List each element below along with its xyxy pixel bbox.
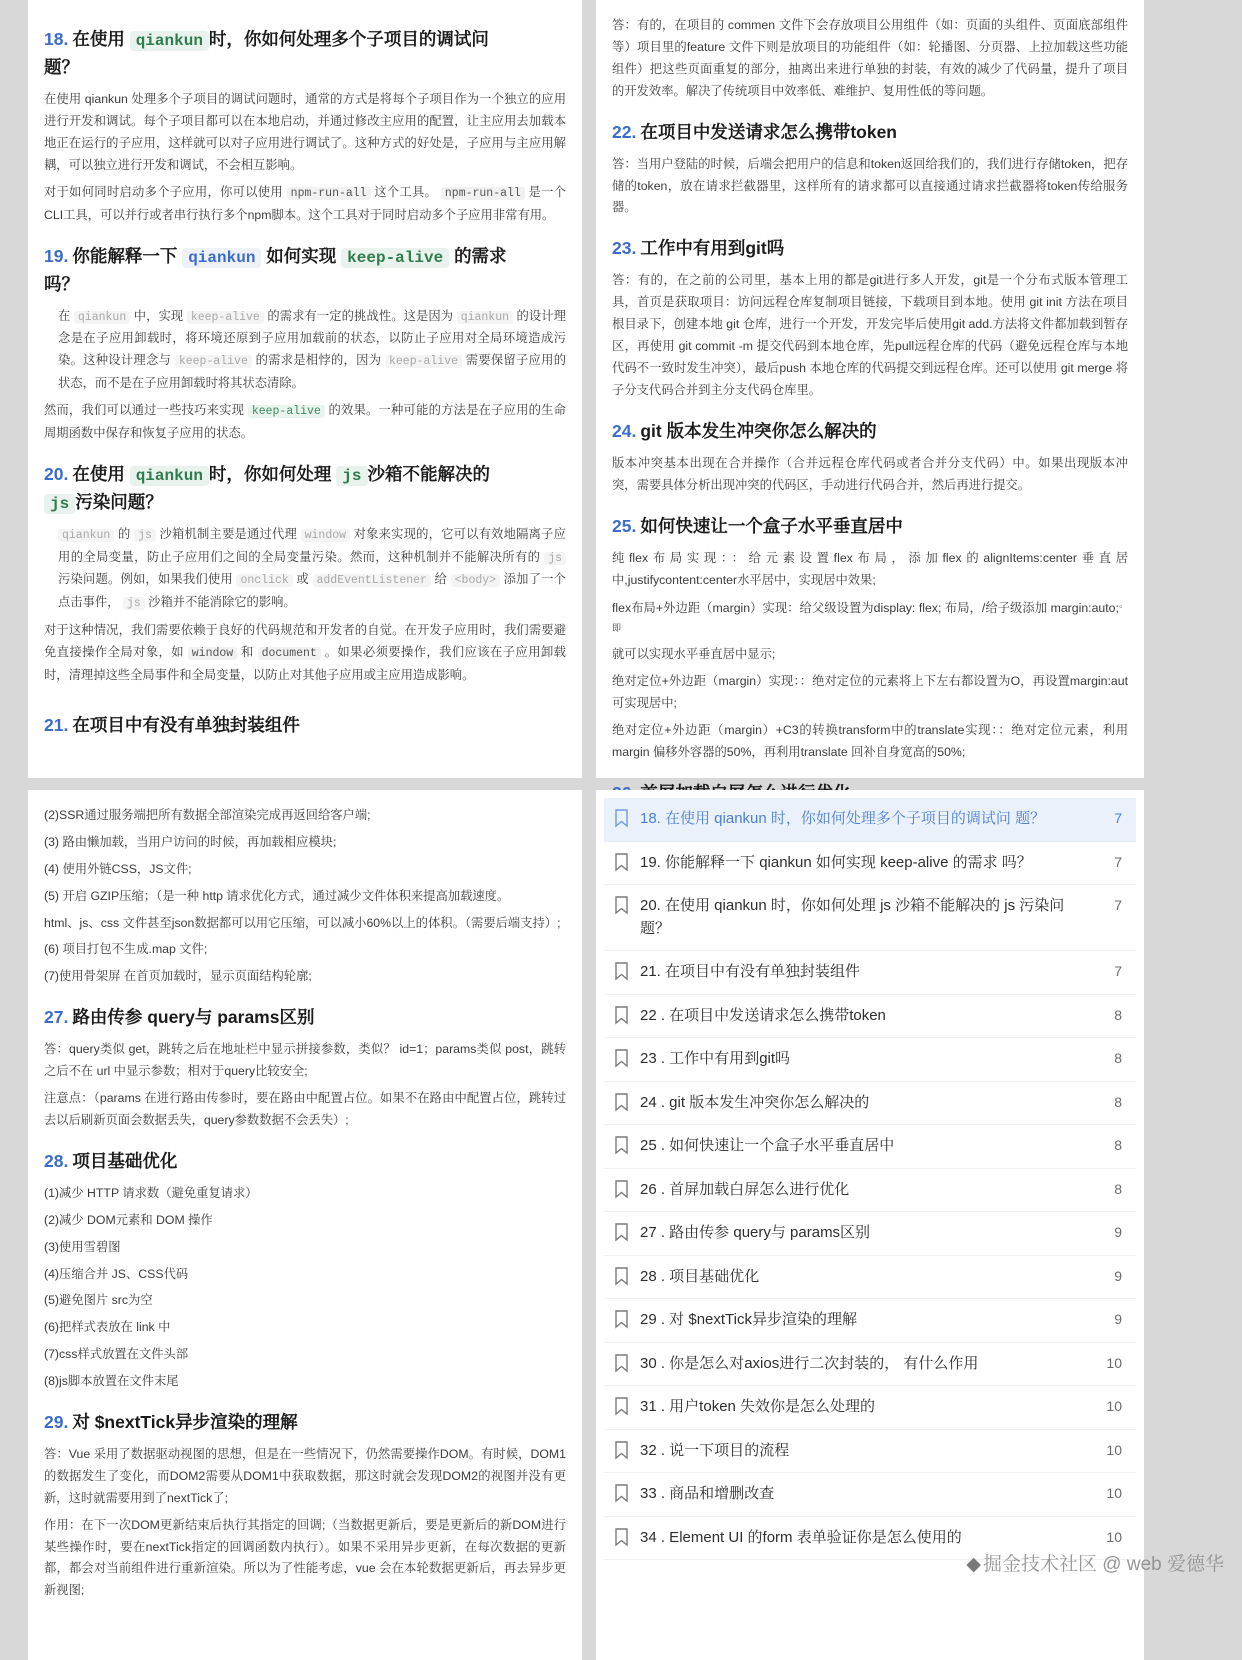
bookmark-icon	[614, 1354, 640, 1373]
text-run: 的	[117, 527, 131, 542]
heading-text: 在项目中有没有单独封装组件	[72, 715, 300, 736]
toc-row-label: 29 . 对 $nextTick异步渲染的理解	[640, 1311, 857, 1328]
question-number: 24.	[612, 420, 637, 441]
heading-text: 在项目中发送请求怎么携带token	[640, 121, 897, 142]
toc-row-page: 10	[1106, 1485, 1122, 1501]
question-number: 19.	[44, 245, 69, 266]
toc-row-label: 31 . 用户token 失效你是怎么处理的	[640, 1398, 876, 1415]
text-run: 污染问题。例如，如果我们使用	[58, 572, 233, 587]
inline-code: window	[188, 647, 237, 660]
question-number: 21.	[44, 715, 69, 736]
toc-row-page: 10	[1106, 1528, 1122, 1545]
toc-row[interactable]	[604, 842, 1136, 886]
text-run: 的效果。一种可能的方法是在子应用的生命周期函数中保存和恢复子应用的状态。	[44, 403, 566, 440]
paragraph: 在使用 qiankun 处理多个子项目的调试问题时，通常的方式是将每个子项目作为一个独立的应用进行开发和调试。每个子项目都可以在本地启动，并通过修改主应用的配置，让主应用去加载本地正在运行的子应用，这样就可以对子应用进行调试了。这种方式的好处是，子应用与主应用解耦，可以独立进行开发和调试，不会相互影响。	[44, 91, 566, 172]
toc-row-label: 24 . git 版本发生冲突你怎么解决的	[640, 1093, 870, 1111]
toc-row[interactable]	[604, 951, 1136, 995]
bookmark-icon	[614, 1310, 640, 1329]
bookmark-icon	[614, 1136, 640, 1155]
list-item: (2)减少 DOM元素和 DOM 操作	[44, 1212, 213, 1227]
toc-row[interactable]	[604, 1473, 1136, 1517]
paragraph: 答：有的，在之前的公司里，基本上用的都是git进行多人开发，git是一个分布式版本管理工具，首页是获取项目：访问远程仓库复制项目链接，下载项目到本地。使用 git init 方法在项目根目录下，创建本地 git 仓库，进行一个开发，开发完毕后使用git add.方法将文件都加载到暂存区，再使用 git commit -m 提交代码到本地仓库，先pull远程仓库的代码（避免远程仓库与本地代码不一致时发生冲突），最后push 本地仓库的代码提交到远程仓库。还可以使用 git merge 将子分支代码合并到主分支代码仓库里。	[612, 273, 1128, 397]
inline-code: document	[258, 647, 321, 660]
heading-text: 在使用	[72, 29, 125, 49]
toc-row-label: 27 . 路由传参 query与 params区别	[640, 1224, 871, 1241]
heading-text: 污染问题？	[75, 491, 163, 512]
paragraph: (4) 使用外链CSS，JS文件;	[44, 861, 192, 876]
toc-row[interactable]	[604, 1256, 1136, 1300]
bookmark-icon	[614, 1223, 640, 1242]
paragraph	[44, 620, 566, 686]
text-run: 或	[296, 572, 309, 587]
inline-code: npm-run-all	[441, 187, 525, 200]
toc-row-page: 7	[1114, 853, 1122, 870]
toc-row-page: 9	[1114, 1224, 1122, 1240]
text-run: 的需求有一定的挑战性。这是因为	[267, 308, 454, 323]
question-number: 29.	[44, 1411, 69, 1432]
paragraph	[44, 182, 566, 226]
question-heading-22	[612, 119, 1128, 146]
bookmark-icon	[614, 1006, 640, 1025]
heading-text: 如何实现	[266, 245, 337, 266]
text-run: 然而，我们可以通过一些技巧来实现	[44, 403, 245, 418]
paragraph: 答：当用户登陆的时候，后端会把用户的信息和token返回给我们的，我们进行存储token，把存储的token，放在请求拦截器里，这样所有的请求都可以直接通过请求拦截器将token传给服务器。	[612, 156, 1128, 215]
toc-row-page: 8	[1114, 1180, 1122, 1197]
text-run: 中，实现	[133, 308, 184, 323]
text-run: 。即	[612, 599, 1128, 634]
toc-row-page: 9	[1114, 1311, 1122, 1327]
text-run: 对象来实现的，它可以有效地隔离子应用的全局变量，防止子应用们之间的全局变量污染。然而，这种机制并不能解决所有的	[58, 527, 566, 564]
toc-row[interactable]	[604, 1299, 1136, 1343]
toc-row-page: 8	[1114, 1050, 1122, 1066]
paragraph: 作用：在下一次DOM更新结束后执行其指定的回调;（当数据更新后，要是更新后的新DOM进行某些操作时，要在nextTick指定的回调函数内执行）。如果不采用异步更新，在每次数据的更新都，都会对当前组件进行重新渲染。所以为了性能考虑，vue 会在本轮数据更新后，再去异步更新视图;	[44, 1517, 566, 1598]
question-heading-29	[44, 1409, 566, 1436]
table-of-contents-panel	[596, 790, 1144, 1660]
inline-code: addEventListener	[313, 574, 431, 587]
inline-code: qiankun	[130, 466, 209, 486]
text-run: 需要保留子应用的状态，而不是在子应用卸载时将其状态清除。	[58, 353, 566, 390]
toc-row-label: 30 . 你是怎么对axios进行二次封装的， 有什么作用	[640, 1354, 979, 1372]
paragraph: 版本冲突基本出现在合并操作（合并远程仓库代码或者合并分支代码）中。如果出现版本冲突，需要具体分析出现冲突的代码区，手动进行代码合并，然后再进行提交。	[612, 455, 1128, 492]
heading-text: 时，你如何处理	[208, 463, 332, 484]
toc-row-label: 28 . 项目基础优化	[640, 1267, 760, 1285]
toc-row[interactable]	[604, 1038, 1136, 1082]
toc-row-label: 34 . Element UI 的form 表单验证你是怎么使用的	[640, 1528, 962, 1546]
text-run: 的设计理念是在子应用卸载时，将环境还原到子应用加载前的状态，以防止子应用对全局环境造成污染。这种设计理念与	[58, 308, 566, 368]
bookmark-icon	[614, 1267, 640, 1286]
paragraph: 注意点：（params 在进行路由传参时，要在路由中配置占位。如果不在路由中配置占位，跳转过去以后刷新页面会数据丢失，query参数数据不会丢失）;	[44, 1091, 566, 1127]
question-heading-23	[612, 235, 1128, 262]
text-run: 的需求是相悖的，因为	[255, 353, 382, 368]
bookmark-icon	[614, 1093, 640, 1112]
paragraph: 绝对定位+外边距（margin）+C3的转换transform中的translate实现：：绝对定位元素，利用 margin 偏移外容器的50%，再利用translate 回补自身宽高的50%;	[612, 722, 1128, 759]
list-item: (5)避免图片 src为空	[44, 1293, 153, 1308]
question-heading-20	[44, 461, 566, 517]
inline-code: keep-alive	[248, 405, 325, 418]
inline-code: js	[134, 529, 156, 542]
inline-code: qiankun	[457, 311, 513, 324]
question-number: 25.	[612, 515, 637, 536]
question-number: 18.	[44, 29, 69, 49]
text-run: 就可以实现水平垂直居中显示;	[612, 647, 776, 662]
inline-code: keep-alive	[341, 248, 449, 268]
inline-code: keep-alive	[187, 311, 264, 324]
paragraph	[44, 524, 566, 614]
paragraph: 答：有的，在项目的 commen 文件下会存放项目公用组件（如：页面的头组件、页面底部组件等）项目里的feature 文件下则是放项目的功能组件（如：轮播图、分页器、上拉加载这些功能组件）把这些页面重复的部分，抽离出来进行单独的封装，有效的减少了代码量，提升了项目的开发效率。解决了传统项目中效率低、难维护、复用性低的等问题。	[612, 18, 1128, 98]
list-item: (1)减少 HTTP 请求数（避免重复请求）	[44, 1185, 258, 1200]
list-item: (3)使用雪碧图	[44, 1239, 121, 1254]
bookmark-icon	[614, 1528, 640, 1547]
toc-row-label: 18. 在使用 qiankun 时，你如何处理多个子项目的调试问 题？	[640, 810, 1046, 827]
toc-row-page: 10	[1106, 1354, 1122, 1371]
watermark	[966, 1549, 1224, 1576]
text-run: 对于如何同时启动多个子应用，你可以使用	[44, 185, 283, 200]
list-item: (7)css样式放置在文件头部	[44, 1347, 189, 1362]
paragraph: (7)使用骨架屏 在首页加载时，显示页面结构轮廓;	[44, 969, 312, 984]
paragraph	[44, 306, 566, 395]
toc-row-label: 33 . 商品和增删改查	[640, 1485, 775, 1502]
toc-row-page: 10	[1106, 1398, 1122, 1414]
toc-row[interactable]	[604, 1169, 1136, 1213]
question-heading-24	[612, 418, 1128, 445]
toc-row-page: 7	[1114, 897, 1122, 913]
question-number: 27.	[44, 1007, 69, 1028]
text-run: flex布局+外边距（margin）实现：给父级设置为display: flex; 布局，/给子级添加 margin:auto;	[612, 601, 1119, 616]
toc-row-label: 23 . 工作中有用到git吗	[640, 1050, 791, 1067]
bookmark-icon	[614, 1180, 640, 1199]
text-run: 这个工具。	[374, 185, 438, 200]
toc-row[interactable]	[604, 885, 1136, 951]
paragraph: (3) 路由懒加载，当用户访问的时候，再加载相应模块;	[44, 834, 337, 849]
text-run: 在	[58, 308, 71, 323]
question-number: 20.	[44, 463, 69, 484]
heading-text: 在使用	[72, 463, 125, 484]
question-number: 22.	[612, 121, 637, 142]
inline-code: js	[123, 597, 145, 610]
page-panel-bottom-left	[28, 790, 582, 1660]
inline-code: js	[336, 466, 367, 486]
paragraph	[44, 400, 566, 444]
inline-code: npm-run-all	[287, 187, 371, 200]
toc-row[interactable]	[604, 1386, 1136, 1430]
toc-row[interactable]	[604, 1082, 1136, 1126]
inline-code: onclick	[236, 574, 292, 587]
paragraph: (6) 项目打包不生成.map 文件;	[44, 942, 208, 957]
text-run: 沙箱并不能消除它的影响。	[148, 594, 296, 609]
question-number: 28.	[44, 1150, 69, 1171]
heading-text: 吗？	[44, 273, 79, 294]
bookmark-icon	[614, 809, 640, 828]
watermark-text: 掘金技术社区 @ web 爱德华	[983, 1554, 1224, 1575]
toc-row-page: 10	[1106, 1441, 1122, 1458]
paragraph: (5) 开启 GZIP压缩；（是一种 http 请求优化方式，通过减少文件体积来提高加载速度。	[44, 888, 510, 903]
toc-row-label: 19. 你能解释一下 qiankun 如何实现 keep-alive 的需求 吗？	[640, 853, 1032, 871]
inline-code: js	[44, 494, 75, 514]
inline-code: qiankun	[74, 311, 130, 324]
paragraph: 纯flex布局实现：：给元素设置flex布局，添加flex的alignItems:center垂直居中,justifycontent:center水平居中，实现居中效果;	[612, 550, 1128, 587]
text-run: 是一个CLI工具，可以并行或者串行执行多个npm脚本。这个工具对于同时启动多个子应用非常有用。	[44, 185, 566, 222]
text-run: 给	[434, 572, 448, 587]
heading-text: 路由传参 query与 params区别	[72, 1007, 315, 1028]
inline-code: qiankun	[130, 31, 209, 51]
toc-row-label: 22 . 在项目中发送请求怎么携带token	[640, 1006, 886, 1024]
toc-row-page: 9	[1114, 1267, 1122, 1284]
bookmark-icon	[614, 1484, 640, 1503]
paragraph: (2)SSR通过服务端把所有数据全部渲染完成再返回给客户端;	[44, 808, 371, 822]
toc-row-label: 21. 在项目中有没有单独封装组件	[640, 963, 861, 980]
toc-row[interactable]	[604, 995, 1136, 1039]
heading-text: 如何快速让一个盒子水平垂直居中	[640, 515, 903, 536]
question-heading-25	[612, 513, 1128, 540]
bookmark-icon	[614, 1397, 640, 1416]
heading-text: 对 $nextTick异步渲染的理解	[72, 1411, 298, 1432]
question-heading-18	[44, 26, 566, 81]
toc-row-page: 7	[1114, 810, 1122, 826]
bookmark-icon	[614, 962, 640, 981]
paragraph: 答：Vue 采用了数据驱动视图的思想，但是在一些情况下，仍然需要操作DOM。有时候，DOM1的数据发生了变化，而DOM2需要从DOM1中获取数据，那这时就会发现DOM2的视图并没有更新，这时就需要用到了nextTick了;	[44, 1447, 566, 1505]
bookmark-icon	[614, 1049, 640, 1068]
toc-list[interactable]	[596, 790, 1144, 1568]
toc-row-label: 25 . 如何快速让一个盒子水平垂直居中	[640, 1137, 895, 1154]
bookmark-icon	[614, 896, 640, 915]
text-run: 沙箱机制主要是通过代理	[159, 527, 297, 542]
text-run: 添加了一个点击事件，	[58, 572, 566, 609]
toc-row[interactable]	[604, 1125, 1136, 1169]
text-run: 。如果必须要操作，我们应该在子应用卸载时，清理掉这些全局事件和全局变量，以防止对其他子应用或主应用造成影响。	[44, 645, 566, 682]
toc-row-page: 7	[1114, 963, 1122, 979]
toc-row[interactable]	[604, 1343, 1136, 1387]
text-run: 对于这种情况，我们需要依赖于良好的代码规范和开发者的自觉。在开发子应用时，我们需要避免直接操作全局对象，如	[44, 623, 566, 660]
list-item: (8)js脚本放置在文件末尾	[44, 1374, 179, 1388]
toc-row[interactable]	[604, 1212, 1136, 1256]
question-heading-27	[44, 1004, 566, 1031]
watermark-logo-icon: ◆	[966, 1554, 982, 1575]
question-heading-19	[44, 243, 566, 298]
heading-text: 的需求	[454, 245, 507, 266]
inline-code: window	[301, 529, 350, 542]
paragraph: 答：query类似 get，跳转之后在地址栏中显示拼接参数，类似？ id=1；params类似 post，跳转之后不在 url 中显示参数；相对于query比较安全;	[44, 1042, 566, 1079]
bookmark-icon	[614, 1441, 640, 1460]
toc-row[interactable]	[604, 1430, 1136, 1474]
inline-code: qiankun	[58, 529, 114, 542]
bookmark-icon	[614, 853, 640, 872]
paragraph	[612, 596, 1128, 666]
paragraph: 绝对定位+外边距（margin）实现：：绝对定位的元素将上下左右都设置为O，再设置margin:aut可实现居中;	[612, 674, 1128, 711]
heading-text: 你能解释一下	[72, 245, 178, 266]
paragraph: html、js、css 文件甚至json数据都可以用它压缩，可以减小60%以上的体积。（需要后端支持）;	[44, 915, 561, 930]
inline-code: js	[544, 552, 566, 565]
list-item: (6)把样式表放在 link 中	[44, 1320, 171, 1335]
page-panel-top-right	[596, 0, 1144, 778]
heading-text: 时，你如何处理多个子项目的调试问	[208, 29, 489, 49]
toc-row-label: 32 . 说一下项目的流程	[640, 1441, 790, 1459]
heading-text: git 版本发生冲突你怎么解决的	[640, 420, 877, 441]
inline-code: qiankun	[182, 248, 261, 268]
toc-row[interactable]	[604, 798, 1136, 842]
toc-row-page: 8	[1114, 1137, 1122, 1153]
toc-row-label: 20. 在使用 qiankun 时，你如何处理 js 沙箱不能解决的 js 污染问题？	[640, 897, 1065, 937]
heading-text: 工作中有用到git吗	[640, 238, 785, 259]
question-heading-28	[44, 1148, 566, 1175]
inline-code: <body>	[451, 574, 500, 587]
question-number: 23.	[612, 238, 637, 259]
toc-row-page: 8	[1114, 1093, 1122, 1110]
toc-row-label: 26 . 首屏加载白屏怎么进行优化	[640, 1180, 850, 1198]
inline-code: keep-alive	[385, 355, 462, 368]
toc-row-page: 8	[1114, 1006, 1122, 1023]
inline-code: keep-alive	[175, 355, 252, 368]
list-item: (4)压缩合并 JS、CSS代码	[44, 1266, 189, 1281]
heading-text: 题？	[44, 56, 79, 77]
heading-text: 沙箱不能解决的	[367, 463, 490, 484]
text-run: 和	[241, 645, 254, 660]
heading-text: 项目基础优化	[72, 1150, 178, 1171]
question-heading-21	[44, 712, 566, 739]
page-panel-top-left	[28, 0, 582, 778]
